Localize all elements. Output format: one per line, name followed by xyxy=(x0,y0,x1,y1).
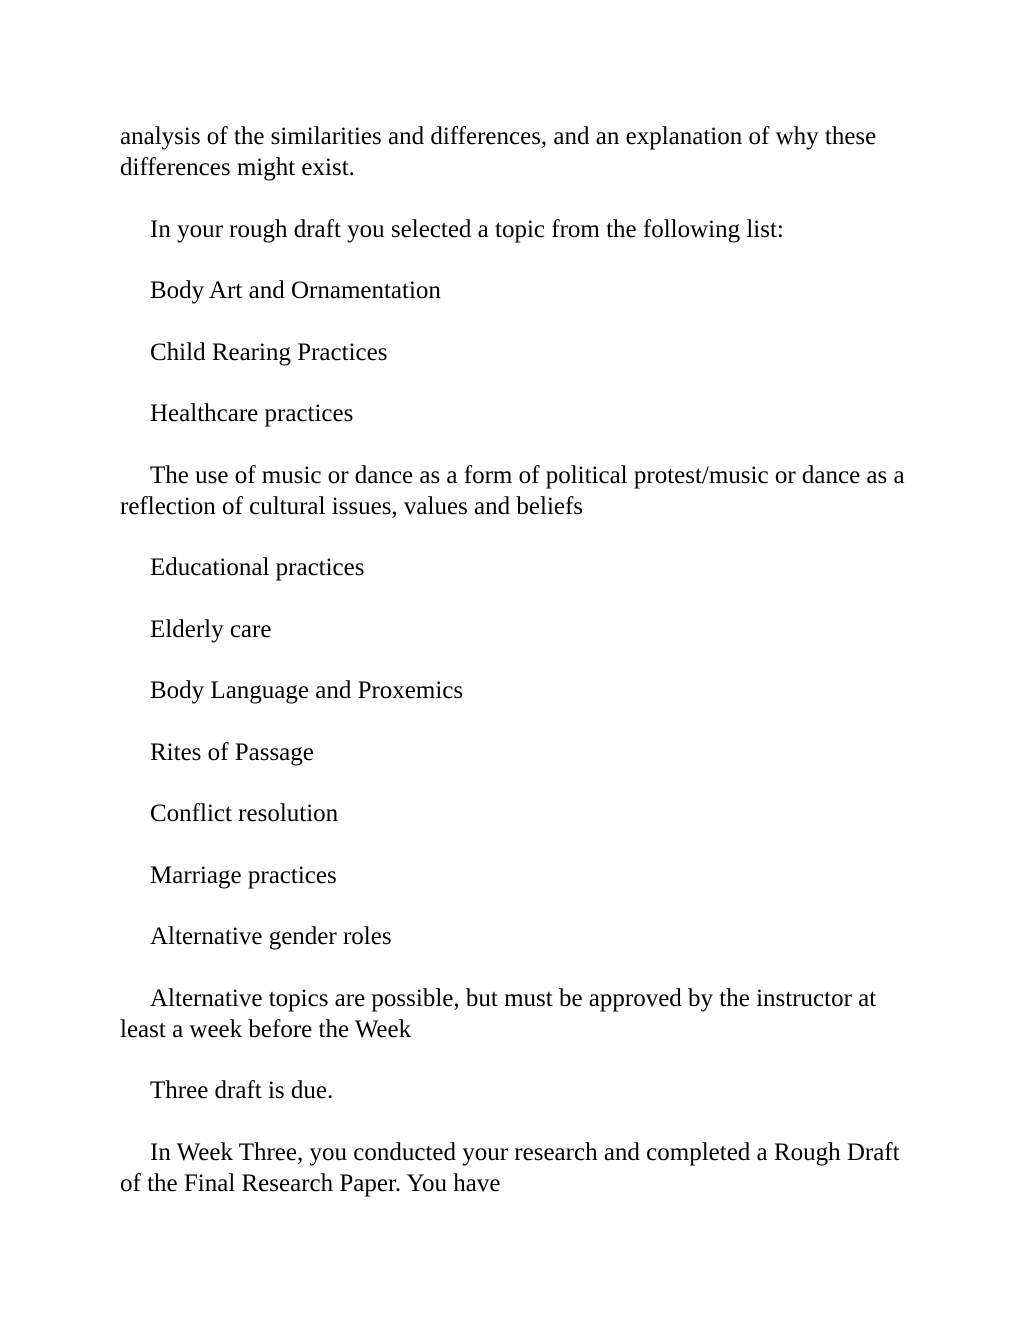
document-body xyxy=(120,121,910,1229)
paragraph-draft-due: Three draft is due. xyxy=(150,1077,334,1104)
topic-item-conflict-resolution: Conflict resolution xyxy=(150,800,339,827)
topic-item-body-language: Body Language and Proxemics xyxy=(150,677,464,704)
topic-item-gender-roles: Alternative gender roles xyxy=(150,923,392,950)
paragraph-continuation: analysis of the similarities and differences, and an explanation of why these differences might exist. xyxy=(120,123,877,181)
paragraph-topic-intro: In your rough draft you selected a topic from the following list: xyxy=(150,215,784,243)
topic-item-music-dance: The use of music or dance as a form of political protest/music or dance as a reflection of cultural issues, values and beliefs xyxy=(120,461,905,520)
topic-item-marriage: Marriage practices xyxy=(150,861,337,889)
paragraph-alternative-topics: Alternative topics are possible, but must be approved by the instructor at least a week before the Week xyxy=(120,984,877,1043)
topic-item-elderly-care: Elderly care xyxy=(150,615,272,643)
topic-item-rites-of-passage: Rites of Passage xyxy=(150,738,314,766)
topic-item-educational: Educational practices xyxy=(150,554,365,581)
topic-item-healthcare: Healthcare practices xyxy=(150,400,354,427)
topic-item-body-art: Body Art and Ornamentation xyxy=(150,277,441,304)
topic-item-child-rearing: Child Rearing Practices xyxy=(150,338,388,366)
paragraph-week-three: In Week Three, you conducted your research and completed a Rough Draft of the Final Research Paper. You have xyxy=(120,1138,900,1197)
